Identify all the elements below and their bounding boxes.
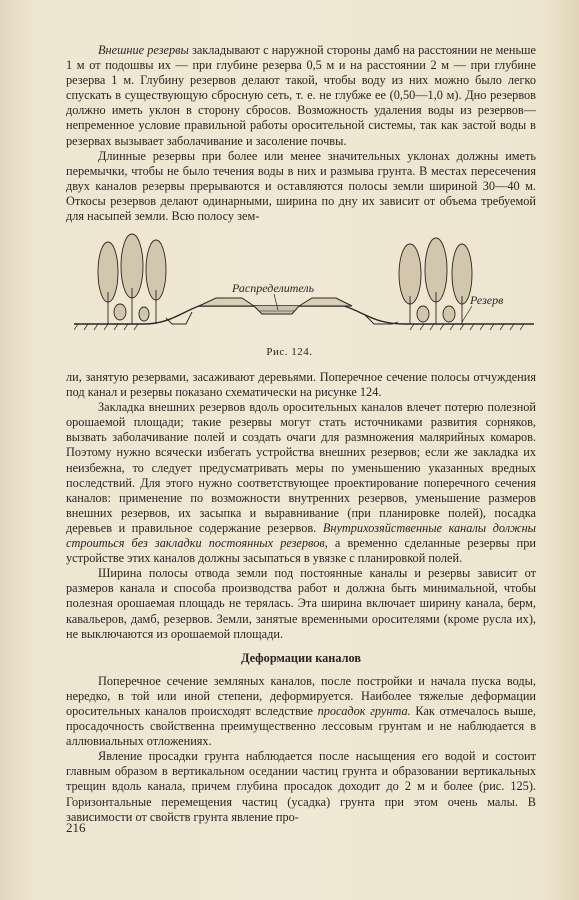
tree-icon	[399, 244, 421, 304]
shrub-icon	[114, 304, 126, 320]
shrub-icon	[139, 307, 149, 321]
right-dam	[299, 298, 352, 306]
text-block-bottom	[66, 370, 536, 825]
paragraph-text: Как отмечалось выше, просадочность свойственна преимущественно лессовым грунтам и не наблюдается в аллювиальных отложениях.	[66, 703, 536, 749]
paragraph-reserve-placement	[66, 400, 536, 566]
shrub-icon	[417, 306, 429, 322]
left-dam	[199, 298, 254, 306]
trees-right	[399, 238, 472, 324]
trees-left	[98, 234, 166, 324]
paragraph-external-reserves	[66, 43, 536, 149]
paragraph-text: а временно сделанные резервы при устройстве этих каналов должны засыпаться в увязке с планировкой полей.	[66, 536, 536, 566]
left-reserve	[166, 312, 192, 324]
paragraph-text: Поперечное сечение земляных каналов, после постройки и начала пуска воды, нередко, в той или иной степени, деформируется. Наиболее тяжелые деформации оросительных каналов происходят вследствие	[66, 673, 536, 718]
tree-icon	[452, 244, 472, 304]
paragraph-continuation: ли, занятую резервами, засаживают деревьями. Поперечное сечение полосы отчуждения под канал и резервы показано схематически на рисунке 124.	[66, 370, 536, 400]
label-canal: Распределитель	[232, 281, 315, 295]
shrub-icon	[443, 306, 455, 322]
leader-reserve	[462, 306, 472, 322]
paragraph-long-reserves: Длинные резервы при более или менее значительных уклонах должны иметь перемычки, чтобы не было течения воды в них и размыва грунта. В местах пересечения двух каналов резервы прерываются и оставляются полосы земли шириной 30—40 м. Откосы резервов делают одинарными, ширина по дну их зависит от объема требуемой для насыпей земли. Всю полосу зем-	[66, 148, 536, 224]
label-reserve: Резерв	[470, 293, 504, 307]
canal-channel	[254, 306, 299, 314]
paragraph-deformation	[66, 674, 536, 749]
paragraph-text: Закладка внешних резервов вдоль оросительных каналов влечет потерю полезной орошаемой площади; такие резервы могут стать источниками развития сорняков, вызвать заболачивание полей и создать очаги для размножения малярийных комаров. Поэтому нужно всячески избегать устройства внешних резервов; если же закладка их неизбежна, то следует предусматривать меры по уменьшению указанных вредных последствий. Для этого нужно соответствующее проектирование поперечного сечения каналов: применение по возможности внутренних резервов, уменьшение размеров внешних резервов, их засыпка и выравнивание (при планировке полей), посадка деревьев и правильное содержание резервов.	[66, 400, 536, 535]
right-reserve	[364, 314, 398, 324]
paragraph-text: закладывают с наружной стороны дамб на расстоянии не меньше 1 м от подошвы их — при глубине резерва 0,5 м и на расстоянии 2 м — при глубине резерва 1 м. Глубину резервов делают такой, чтобы воду из них можно было легко спускать в существующую сбросную сеть, т. е. не глубже ее (0,50—1,0 м). Дно резервов должно иметь уклон в сторону сбросов. Возможность удаления воды из резервов—непременное условие правильной работы оросительной системы, так как застой воды в резервах вызывает заболачивание и засоление почвы.	[66, 43, 536, 148]
figure-caption: Рис. 124.	[266, 346, 313, 358]
page-number: 216	[66, 820, 86, 835]
figure-cross-section	[74, 232, 534, 342]
term-subsidence: просадок грунта.	[317, 703, 411, 718]
text-block-top	[66, 43, 536, 224]
paragraph-subsidence: Явление просадки грунта наблюдается после насыщения его водой и состоит главным образом в вертикальном оседании частиц грунта и образовании вертикальных трещин вдоль канала, причем глубина просадок доходит до 2 м и более (рис. 125). Горизонтальные перемещения частиц (усадка) грунта при этом очень малы. В зависимости от свойств грунта явление про-	[66, 749, 536, 824]
section-title: Деформации каналов	[240, 650, 362, 665]
ground-hatching	[74, 324, 524, 330]
paragraph-strip-width: Ширина полосы отвода земли под постоянные каналы и резервы зависит от размеров канала и способа производства работ и должна быть минимальной, чтобы полезная орошаемая площадь не терялась. Эта ширина включает ширину канала, берм, кавальеров, дамб, резервов. Земли, занятые временными оросителями (кроме русла их), не выключаются из орошаемой площади.	[66, 566, 536, 641]
emphasis-internal-canals: Внутрихозяйственные каналы должны строиться без закладки постоянных резервов,	[66, 520, 536, 551]
term-external-reserves: Внешние резервы	[98, 43, 189, 57]
